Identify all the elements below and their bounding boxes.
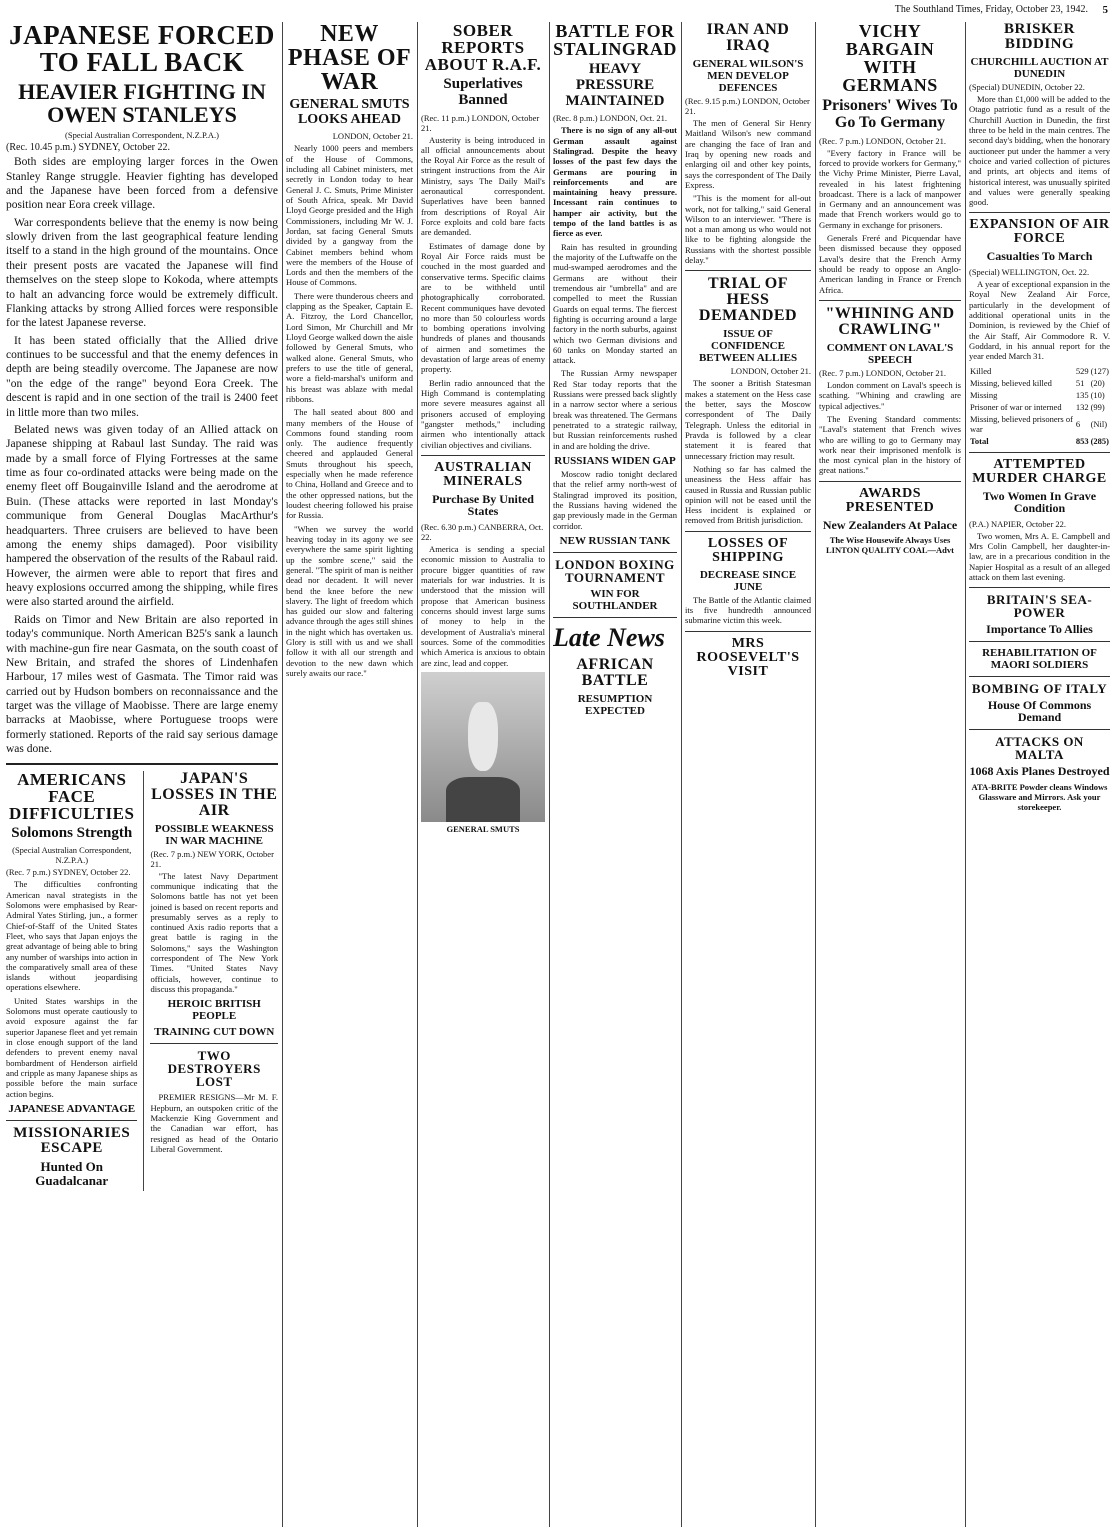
vichy-paragraph: Generals Freré and Picquendar have been dismissed because they opposed Laval's desire that the French Army should be ready to oppose an Anglo-American landing in France or French Africa. [819,233,961,295]
stalingrad-dateline: (Rec. 8 p.m.) LONDON, Oct. 21. [553,113,668,124]
column-raf [421,22,545,1527]
new-phase-paragraph: "When we survey the world heaving today in its agony we see everywhere the same spirit lighting up the sombre scene," said the general. "The spirit of man is neither dead nor decadent. It will never bend the knee before the new slavery. The light of freedom which has guided our slow and faltering advance through the ages still shines in the night which has overtaken us. Glory is still with us and we shall follow it with all our strength and devotion to the new dawn which surely awaits our race." [286,523,413,678]
iran-headline: IRAN AND IRAQ [706,22,790,54]
brisker-headline: BRISKER BIDDING [1003,22,1076,52]
lead-subhead: HEAVIER FIGHTING IN OWEN STANLEYS [18,79,266,128]
whining-paragraph: The Evening Standard comments: "Laval's statement that French wives who are willing to go to Germany may work near their imprisoned menfolk is the most cynical plan in the history of great nations." [819,413,961,476]
lead-paragraph: It has been stated officially that the Allied drive continues to be successful and that the enemy defences in depth are being steadily overcome. The Japanese are now "on the edge of the range" beyond Eora Creek. The descent is rapid and in one section of the trail is 2400 feet in little more than two miles. [6,334,278,419]
americans-headline: AMERICANS FACE DIFFICULTIES [9,769,135,823]
japans-losses-paragraph: "The latest Navy Department communique indicating that the Solomons battle has not yet been joined is based on recent reports and presumably serves as a reply to continued Axis radio reports that a great battle is raging in the Solomons," says the Washington correspondent of The New York Times. "United States Navy officials, however, continue to discuss this propaganda." [150,870,278,994]
raf-subhead: Superlatives Banned [443,76,523,108]
iran-dateline: (Rec. 9.15 p.m.) LONDON, October 21. [685,96,810,116]
stalingrad-headline: BATTLE FOR STALINGRAD [553,22,677,59]
air-force-headline: EXPANSION OF AIR FORCE [969,217,1110,247]
column-rule [282,22,283,1527]
sea-power-headline: BRITAIN'S SEA-POWER [986,592,1093,621]
malta-headline: ATTACKS ON MALTA [995,734,1084,763]
new-phase-paragraph: The hall seated about 800 and many members of the House of Commons found standing room only. The audience frequently cheered and applauded General Smuts throughout his speech, especially when he made reference to China, Holland and Greece and to the other oppressed nations, but the loudest cheering followed his praise for Russia. [286,407,413,521]
african-battle-headline: AFRICAN BATTLE [576,655,654,689]
column-iran-hess [685,22,811,1527]
japans-losses-headline: JAPAN'S LOSSES IN THE AIR [151,769,278,819]
vichy-subhead: Prisoners' Wives To Go To Germany [822,97,958,131]
stalingrad-paragraph: The Russian Army newspaper Red Star today reports that the Russians were pressed back slightly in a narrow sector where a serious break was threatened. The Germans penetrated to a strategic railway, but Russian reinforcements rushed in and are holding the drive. [553,368,677,451]
awards-headline: AWARDS PRESENTED [845,485,935,515]
murder-charge-headline: ATTEMPTED MURDER CHARGE [972,456,1107,486]
destroyers-headline: TWO DESTROYERS LOST [167,1048,261,1090]
stalingrad-paragraph: Rain has resulted in grounding the majority of the Luftwaffe on the mud-swamped aerodromes and the Germans are without their tremendous air "umbrella" and are compelled to meet the Russian Guards on equal terms. The fiercest fighting is occurring around a large factory in the north suburbs, against which two German divisions and 60 tanks on Monday started an attack. [553,241,677,366]
hess-subhead: ISSUE OF CONFIDENCE BETWEEN ALLIES [698,328,798,365]
column-rule [549,22,550,1527]
maori-soldiers-headline: REHABILITATION OF MAORI SOLDIERS [982,646,1097,671]
air-force-dateline: (Special) WELLINGTON, Oct. 22. [969,267,1090,278]
japans-losses-dateline: (Rec. 7 p.m.) NEW YORK, October 21. [150,848,274,869]
smuts-photo [421,672,545,822]
boxing-headline: LONDON BOXING TOURNAMENT [555,556,675,585]
casualty-table [969,365,1110,447]
boxing-subhead: WIN FOR SOUTHLANDER [572,587,658,612]
table-row: Missing, believed killed 51 (20) [970,377,1105,388]
new-russian-tank-subhead: NEW RUSSIAN TANK [559,534,671,547]
iran-paragraph: The men of General Sir Henry Maitland Wilson's new command are changing the face of Iran and Iraq by opening new roads and enlarging oil and other key points, says the correspondent of The Daily Express. [685,118,811,190]
new-phase-dateline: LONDON, October 21. [332,131,413,142]
column-new-phase [286,22,413,1527]
iran-paragraph: "This is the moment for all-out work, not for talking," said General Wilson to an interviewer. "There is not a man among us who would not like to be fighting alongside the Russians with the shortest possible delay." [685,193,811,266]
lead-paragraph: War correspondents believe that the enemy is now being slowly driven from the last geographical feature lending itself to a stand in the high ground of the mountains. Once their present posts are vacated the Japanese will find themselves on the steep slope to Kokoda, where attempts to halt an advancing force would be extremely difficult. Flanking attacks by strong Allied forces were responsible for the latest Japanese reverse. [6,216,278,330]
linton-coal-ad: The Wise Housewife Always Uses LINTON QUALITY COAL—Advt [826,535,954,556]
whining-dateline: (Rec. 7 p.m.) LONDON, October 21. [819,367,946,378]
raf-paragraph: Estimates of damage done by Royal Air Force raids must be couched in the most guarded and conservative terms. Specific claims are to be withheld until photographically corroborated. Recent communiques have devoted no more than 50 colourless words to bombing operations involving hundreds of planes and thousands of airmen and sometimes the devastation of large areas of enemy property. [421,240,545,375]
vichy-paragraph: "Every factory in France will be forced to provide workers for Germany," the Vichy Prime Minister, Pierre Laval, revealed in his latest frightening broadcast. There is a lack of manpower in Germany and an announcement was made that French workers would go to Germany in exchange for prisoners. [819,147,961,230]
column-vichy [819,22,961,1527]
running-head [0,4,1114,18]
photo-caption: GENERAL SMUTS [446,823,520,834]
premier-resigns-text: PREMIER RESIGNS—Mr M. F. Hepburn, an outspoken critic of the Mackenzie King Government and the Canadian war effort, has resigned as head of the Ontario Liberal Government. [150,1092,278,1154]
murder-charge-subhead: Two Women In Grave Condition [982,488,1097,516]
whining-subhead: COMMENT ON LAVAL'S SPEECH [826,341,954,366]
bombing-italy-headline: BOMBING OF ITALY [971,680,1108,696]
minerals-paragraph: America is sending a special economic mission to Australia to procure bigger quantities of raw materials for war industries. It is understood that the mission will propose that American business concerns should invest large sums of money to help in the development of Australia's mineral sources. Some of the commodities which America is anxious to obtain are zinc, lead and copper. [421,544,545,668]
new-phase-subhead: GENERAL SMUTS LOOKS AHEAD [289,97,410,127]
air-force-paragraph: A year of exceptional expansion in the Royal New Zealand Air Force, particularly in the development of additional operational units in the Dominion, is reviewed by the Chief of the Air Staff, Air Commodore R. V. Goddard, in his annual report for the year ended March 31. [969,279,1110,362]
whining-headline: "WHINING AND CRAWLING" [825,304,955,338]
americans-dateline: (Rec. 7 p.m.) SYDNEY, October 22. [6,867,131,878]
missionaries-headline: MISSIONARIES ESCAPE [13,1124,131,1156]
new-phase-paragraph: There were thunderous cheers and clapping as the Speaker, Captain E. A. Fitzroy, the Lord Chancellor, Lord Simon, Mr Churchill and Mr Lloyd George walked down the aisle followed by General Smuts, who walked alone. General Smuts, who prefers to use the title of general, wore a field-marshal's uniform and his breast was ablaze with medal ribbons. [286,290,413,404]
column-brisker [969,22,1110,1527]
shipping-losses-headline: LOSSES OF SHIPPING [707,535,789,565]
vichy-headline: VICHY BARGAIN WITH GERMANS [842,22,938,95]
new-phase-headline: NEW PHASE OF WAR [287,22,412,95]
heroic-british-subhead: HEROIC BRITISH PEOPLE [167,998,261,1023]
lead-paragraph: Raids on Timor and New Britain are also reported in today's communique. North American B25's sank a launch with machine-gun fire near Gasmata, on the south coast of New Britain, and strafed the shores of Lindenhafen Harbour, 17 miles west of Gasmata. The Timor raid was carried out by Hudson bombers on reconnaissance and the target was the village of Maobisse. There are large enemy barracks at Maobisse, where Portuguese troops were formerly stationed. Reports of the raid say serious damage was done. [6,613,278,756]
minerals-dateline: (Rec. 6.30 p.m.) CANBERRA, Oct. 22. [421,522,544,543]
americans-paragraph: The difficulties confronting American naval strategists in the Solomons were emphasised by Rear-Admiral Yates Stirling, jun., a former Chief-of-Staff of the United States Fleet, who says that Japan enjoys the great advantage of being able to bring any number of warships into action in the comparatively small area of these islands without jeopardising operations elsewhere. [6,879,138,993]
stalingrad-paragraph: There is no sign of any all-out German assault against Stalingrad. Despite the heavy losses of the past few days the Germans are pouring in reinforcements and are maintaining heavy pressure. Incessant rain continues to hamper air activity, but the tempo of the land battles is as fierce as ever. [553,125,677,239]
table-row: Total 853 (285) [970,435,1109,446]
air-force-subhead: Casualties To March [986,249,1093,264]
shipping-losses-subhead: DECREASE SINCE JUNE [699,568,797,593]
whining-paragraph: London comment on Laval's speech is scathing. "Whining and crawling are typical adjectives." [819,379,961,411]
americans-subhead: Solomons Strength [11,824,133,841]
column-lead [6,22,278,1527]
brisker-dateline: (Special) DUNEDIN, October 22. [969,82,1085,92]
column-stalingrad [553,22,677,1527]
training-cut-subhead: TRAINING CUT DOWN [154,1026,275,1039]
table-row: Killed 529 (127) [970,365,1109,376]
brisker-subhead: CHURCHILL AUCTION AT DUNEDIN [970,56,1109,80]
column-rule [681,22,682,1527]
missionaries-subhead: Hunted On Guadalcanar [35,1158,109,1188]
japanese-advantage-subhead: JAPANESE ADVANTAGE [8,1102,136,1115]
column-rule [815,22,816,1527]
ata-brite-ad: ATA-BRITE Powder cleans Windows Glassware and Mirrors. Ask your storekeeper. [971,781,1108,812]
murder-charge-paragraph: Two women, Mrs A. E. Campbell and Mrs Colin Campbell, her daughter-in-law, are in a precarious condition in the Napier Hospital as a result of an alleged attack on them last evening. [969,530,1110,582]
murder-charge-dateline: (P.A.) NAPIER, October 22. [969,518,1067,529]
hess-paragraph: Nothing so far has calmed the uneasiness the Hess affair has caused in Russia and Russian public opinion will not be eased until the Hess incident is explained or removed from British jurisdiction. [685,463,811,526]
running-head-title: The Southland Times, Friday, October 23, 1942. [894,4,1088,15]
table-row: Missing 135 (10) [970,389,1105,400]
table-row: Missing, believed prisoners of war 6 (Nil) [970,413,1108,434]
column-rule [965,22,966,1527]
lead-headline: JAPANESE FORCED TO FALL BACK [9,22,275,77]
late-news-heading: Late News [553,622,665,652]
vichy-dateline: (Rec. 7 p.m.) LONDON, October 21. [819,135,946,146]
japans-losses-subhead: POSSIBLE WEAKNESS IN WAR MACHINE [154,822,274,847]
hess-headline: TRIAL OF HESS DEMANDED [698,275,798,325]
lead-dateline: (Rec. 10.45 p.m.) SYDNEY, October 22. [6,142,170,154]
raf-paragraph: Austerity is being introduced in all official announcements about the Royal Air Force as the result of stringent instructions from the Air Ministry, says The Daily Mail's aeronautical correspondent. Superlatives have been banned from descriptions of Royal Air Force exploits and cold bare facts are demanded. [421,134,545,238]
widen-gap-paragraph: Moscow radio tonight declared that the relief army north-west of Stalingrad improved its position, the Russians having widened the gap previously made in the German corridor. [553,468,677,531]
minerals-headline: AUSTRALIAN MINERALS [434,459,532,489]
raf-paragraph: Berlin radio announced that the High Command is contemplating more severe measures against all prisoners accused of employing "gangster methods," including airmen who intentionally attack civilian objectives and civilians. [421,377,545,450]
stalingrad-subhead: HEAVY PRESSURE MAINTAINED [565,61,665,109]
sea-power-subhead: Importance To Allies [986,622,1093,637]
raf-headline: SOBER REPORTS ABOUT R.A.F. [424,22,542,74]
hess-dateline: LONDON, October 21. [730,366,811,377]
new-phase-paragraph: Nearly 1000 peers and members of the House of Commons, including all Cabinet ministers, met secretly in London today to hear General J. C. Smuts, Prime Minister of South Africa, speak. Mr David Lloyd George presided and the High Commissioners, including Mr W. J. Jordan, sat facing General Smuts divided by a gangway from the Cabinet members behind whom were the members of the House of Lords and then the members of the House of Commons. [286,143,413,288]
awards-subhead: New Zealanders At Palace [822,517,958,532]
minerals-subhead: Purchase By United States [432,491,534,519]
shipping-losses-paragraph: The Battle of the Atlantic claimed its five hundredth announced submarine victim this week. [685,594,811,626]
raf-dateline: (Rec. 11 p.m.) LONDON, October 21. [421,112,540,133]
americans-byline: (Special Australian Correspondent, N.Z.P.A.) [12,845,132,866]
malta-subhead: 1068 Axis Planes Destroyed [969,764,1110,779]
hess-paragraph: The sooner a British Statesman makes a statement on the Hess case the better, says the Moscow correspondent of The Daily Telegraph. Unless the editorial in Pravda is followed by a clear statement it is feared that unnecessary friction may result. [685,378,811,461]
americans-paragraph: United States warships in the Solomons must operate cautiously to avoid exposure against the far superior Japanese fleet and yet remain in close enough support of the land defenders to prevent enemy naval bombardment of Henderson airfield and cripple as many Japanese ships as possible before the main surface action begins. [6,995,138,1099]
brisker-paragraph: More than £1,000 will be added to the Otago patriotic fund as a result of the Churchill Auction in Dunedin, the first three to be held in the main centres. The second day's bidding, when the honorary auctioneer put under the hammer a very choice and varied collection of pictures and prints, art objects and items of historical interest, was unusually spirited and values were generally speaking good. [969,94,1110,208]
roosevelt-headline: MRS ROOSEVELT'S VISIT [696,635,800,679]
lead-paragraph: Belated news was given today of an Allied attack on Japanese shipping at Rabaul last Sunday. The raid was made by a small force of Flying Fortresses at the same time as four co-ordinated attacks were being made on the enemy fleet off Bougainville Island and the aerodrome at Buin. (These attacks were reported in last Monday's communique from General Douglas MacArthur's headquarters. Three cruisers are believed to have been among the enemy ships damaged). Poor visibility hampered the observation of the results of the Rabaul raid. However, the airmen were able to report that fires and heavy explosions occurred among the shipping, while fires were also started around the airfield. [6,423,278,609]
table-row: Prisoner of war or interned 132 (99) [970,401,1105,412]
column-rule [417,22,418,1527]
lead-paragraph: Both sides are employing larger forces in the Owen Stanley Range struggle. Heavier fighting has developed and the Japanese have been forced from a defensive position near Eora creek village. [6,156,278,212]
african-battle-subhead: RESUMPTION EXPECTED [577,692,653,717]
bombing-italy-subhead: House Of Commons Demand [987,697,1092,725]
widen-gap-subhead: RUSSIANS WIDEN GAP [554,454,676,467]
lead-byline: (Special Australian Correspondent, N.Z.P.A.) [65,130,219,141]
page-number: 5 [1102,4,1108,16]
iran-subhead: GENERAL WILSON'S MEN DEVELOP DEFENCES [692,58,804,94]
